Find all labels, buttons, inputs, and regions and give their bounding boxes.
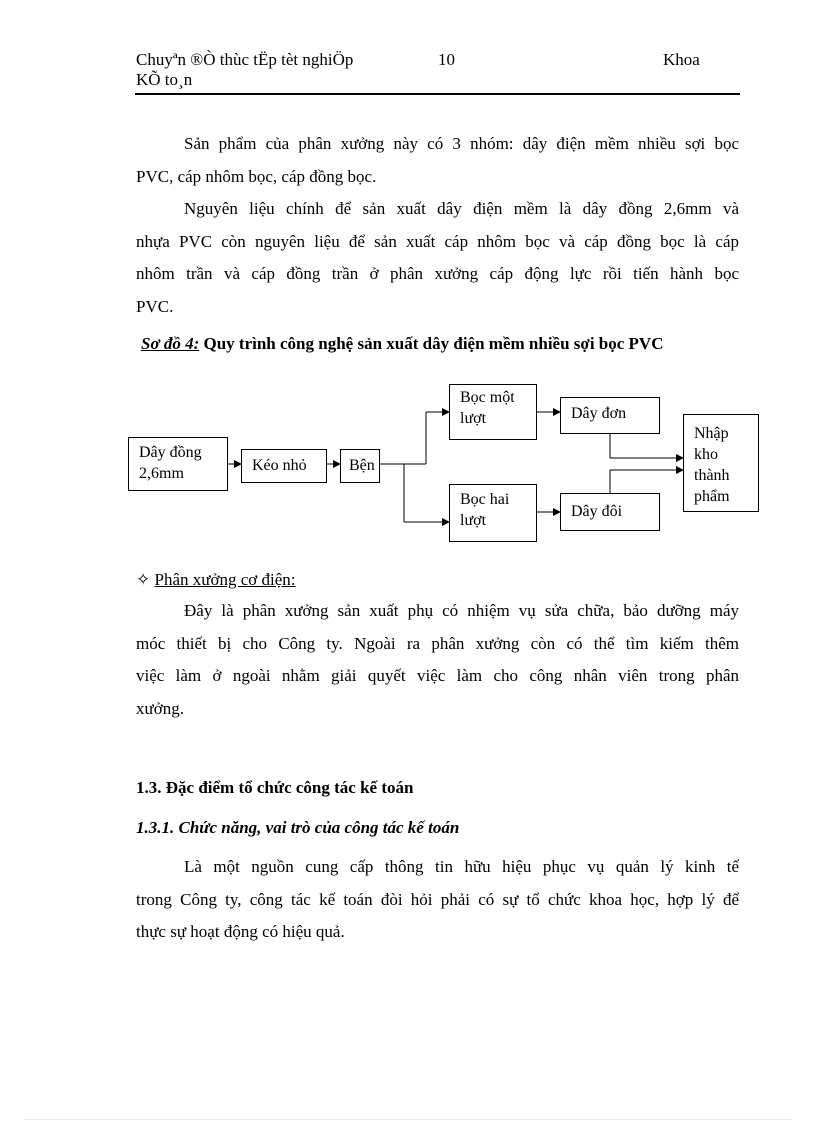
diagram-caption-label: Sơ đồ 4: <box>141 334 200 353</box>
section-heading: 1.3. Đặc điểm tổ chức công tác kế toán <box>136 778 414 797</box>
para2-line4: PVC. <box>136 296 174 316</box>
s13-line1: Là một nguồn cung cấp thông tin hữu hiệu phục vụ quản lý kinh tế <box>184 857 739 876</box>
page-number: 10 <box>438 50 455 69</box>
header-left <box>136 50 353 90</box>
node-day-don: Dây đơn <box>560 397 660 434</box>
co-dien-line2: móc thiết bị cho Công ty. Ngoài ra phân xưởng còn có thể tìm kiếm thêm <box>136 633 739 653</box>
header-rule <box>135 93 740 95</box>
diagram-caption <box>141 334 663 354</box>
node-day-doi: Dây đôi <box>560 493 660 531</box>
co-dien-paragraph <box>136 595 739 725</box>
section-1-3-paragraph <box>136 851 739 949</box>
para2-line1: Nguyên liệu chính để sản xuất dây điện mềm là dây đồng 2,6mm và <box>184 199 739 218</box>
header-right: Khoa <box>663 50 700 69</box>
header-title-line1: Chuyªn ®Ò thùc tËp tèt nghiÖp <box>136 50 354 69</box>
para1-line2: PVC, cáp nhôm bọc, cáp đồng bọc. <box>136 166 377 186</box>
node-boc-mot-luot: Bọc một lượt <box>449 384 537 440</box>
subsection-title-text: Phân xưởng cơ điện: <box>154 570 296 589</box>
para2-line3: nhôm trần và cáp đồng trần ở phân xưởng cáp động lực rồi tiến hành bọc <box>136 264 739 283</box>
page-bottom-border <box>25 1119 791 1120</box>
s13-line3: thực sự hoạt động có hiệu quả. <box>136 922 345 941</box>
node-day-dong: Dây đồng 2,6mm <box>128 437 228 491</box>
para2-line2: nhựa PVC còn nguyên liệu để sản xuất cáp nhôm bọc và cáp đồng bọc là cáp <box>136 231 739 251</box>
co-dien-line1: Đây là phân xưởng sản xuất phụ có nhiệm vụ sửa chữa, bảo dưỡng máy <box>184 601 739 620</box>
co-dien-line3: việc làm ở ngoài nhằm giải quyết việc làm cho công nhân viên trong phân <box>136 666 739 685</box>
node-keo-nho: Kéo nhỏ <box>241 449 327 483</box>
co-dien-line4: xưởng. <box>136 698 184 718</box>
para1-line1: Sản phẩm của phân xưởng này có 3 nhóm: dây điện mềm nhiều sợi bọc <box>184 134 739 153</box>
bullet-star-icon: ✧ <box>136 570 151 589</box>
diagram-caption-text: Quy trình công nghệ sản xuất dây điện mềm nhiều sợi bọc PVC <box>199 334 664 353</box>
section-subheading: 1.3.1. Chức năng, vai trò của công tác kế toán <box>136 818 460 837</box>
node-nhap-kho: Nhập kho thành phẩm <box>683 414 759 512</box>
subsection-title <box>136 570 295 590</box>
intro-paragraphs <box>136 128 739 323</box>
s13-line2: trong Công ty, công tác kế toán đòi hỏi phải có sự tổ chức khoa học, hợp lý để <box>136 889 739 909</box>
node-ben: Bện <box>340 449 380 483</box>
header-title-line2: KÕ to¸n <box>136 70 193 89</box>
node-boc-hai-luot: Bọc hai lượt <box>449 484 537 542</box>
